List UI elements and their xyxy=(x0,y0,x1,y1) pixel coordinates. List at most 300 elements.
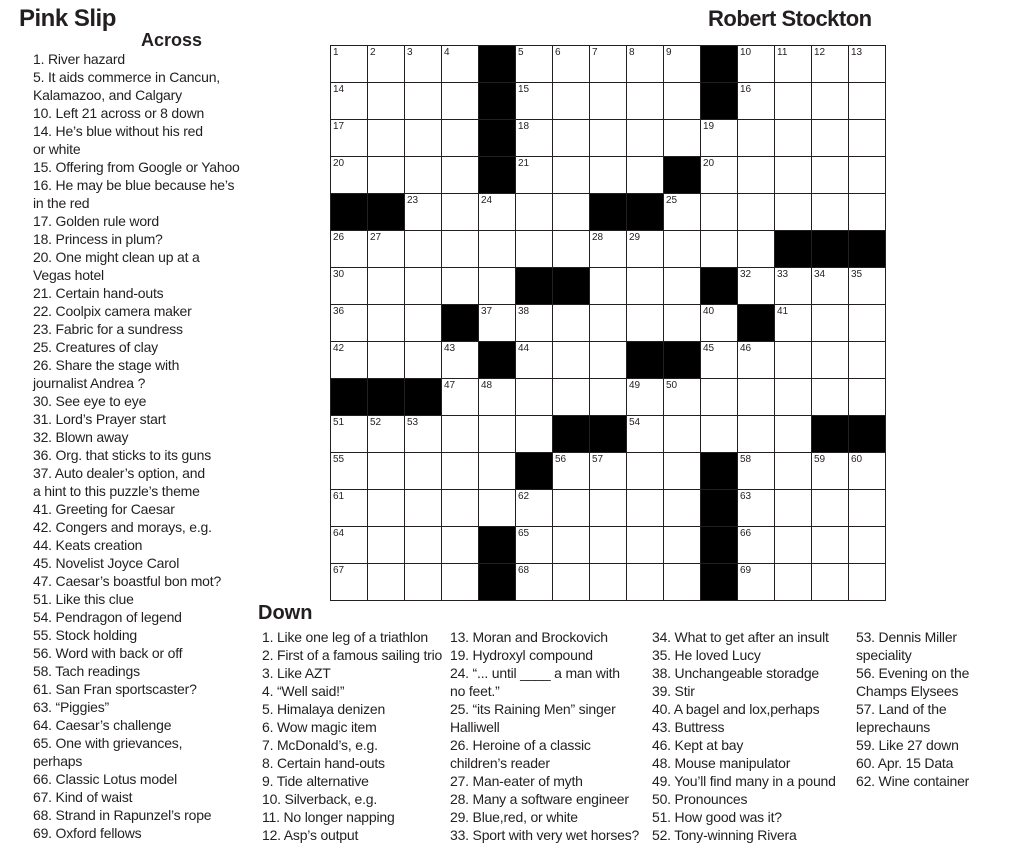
cell-number: 30 xyxy=(333,269,345,280)
cell-number: 23 xyxy=(407,195,419,206)
grid-cell[interactable] xyxy=(701,194,738,231)
black-cell xyxy=(701,83,738,120)
grid-cell[interactable] xyxy=(479,379,516,416)
grid-cell[interactable] xyxy=(479,231,516,268)
grid-cell[interactable] xyxy=(479,490,516,527)
black-cell xyxy=(849,231,886,268)
grid-cell[interactable] xyxy=(775,194,812,231)
clue-line: 52. Tony-winning Rivera xyxy=(652,827,797,843)
grid-cell[interactable] xyxy=(331,453,368,490)
across-heading: Across xyxy=(141,30,203,50)
grid-cell[interactable] xyxy=(442,83,479,120)
grid-cell[interactable] xyxy=(553,342,590,379)
grid-cell[interactable] xyxy=(479,194,516,231)
grid-cell[interactable] xyxy=(627,527,664,564)
grid-cell[interactable] xyxy=(738,157,775,194)
clue-line: 1. River hazard xyxy=(33,51,125,67)
clue-line: 60. Apr. 15 Data xyxy=(856,755,954,771)
grid-cell[interactable] xyxy=(331,120,368,157)
grid-cell[interactable] xyxy=(849,342,886,379)
grid-cell[interactable] xyxy=(331,231,368,268)
black-cell xyxy=(701,268,738,305)
grid-cell[interactable] xyxy=(590,342,627,379)
grid-cell[interactable] xyxy=(627,46,664,83)
black-cell xyxy=(627,194,664,231)
clue-line: 25. “its Raining Men” singer xyxy=(450,701,616,717)
cell-number: 29 xyxy=(629,232,641,243)
cell-number: 42 xyxy=(333,343,345,354)
grid-cell[interactable] xyxy=(664,120,701,157)
clue-line: no feet.” xyxy=(450,683,500,699)
clue-line: 69. Oxford fellows xyxy=(33,825,142,841)
grid-cell[interactable] xyxy=(405,416,442,453)
black-cell xyxy=(479,83,516,120)
grid-cell[interactable] xyxy=(553,527,590,564)
clue-line: 61. San Fran sportscaster? xyxy=(33,681,197,697)
grid-cell[interactable] xyxy=(405,564,442,601)
clue-line: 33. Sport with very wet horses? xyxy=(450,827,640,843)
cell-number: 8 xyxy=(629,47,635,58)
clue-line: 5. It aids commerce in Cancun, xyxy=(33,69,220,85)
grid-cell[interactable] xyxy=(775,342,812,379)
grid-cell[interactable] xyxy=(627,83,664,120)
cell-number: 57 xyxy=(592,454,604,465)
grid-cell[interactable] xyxy=(368,231,405,268)
grid-cell[interactable] xyxy=(812,453,849,490)
grid-cell[interactable] xyxy=(331,268,368,305)
grid-cell[interactable] xyxy=(331,342,368,379)
black-cell xyxy=(812,231,849,268)
cell-number: 26 xyxy=(333,232,345,243)
grid-cell[interactable] xyxy=(368,46,405,83)
grid-cell[interactable] xyxy=(368,342,405,379)
grid-cell[interactable] xyxy=(331,527,368,564)
grid-cell[interactable] xyxy=(775,416,812,453)
grid-cell[interactable] xyxy=(590,305,627,342)
black-cell xyxy=(516,453,553,490)
grid-cell[interactable] xyxy=(442,379,479,416)
grid-cell[interactable] xyxy=(553,83,590,120)
grid-cell[interactable] xyxy=(664,564,701,601)
clue-line: 53. Dennis Miller xyxy=(856,629,957,645)
grid-cell[interactable] xyxy=(627,416,664,453)
grid-cell[interactable] xyxy=(701,231,738,268)
grid-cell[interactable] xyxy=(849,379,886,416)
clue-line: 50. Pronounces xyxy=(652,791,748,807)
clue-line: 18. Princess in plum? xyxy=(33,231,163,247)
grid-cell[interactable] xyxy=(368,564,405,601)
grid-cell[interactable] xyxy=(553,194,590,231)
grid-cell[interactable] xyxy=(775,379,812,416)
grid-cell[interactable] xyxy=(442,490,479,527)
grid-cell[interactable] xyxy=(442,564,479,601)
grid-cell[interactable] xyxy=(553,120,590,157)
cell-number: 50 xyxy=(666,380,678,391)
grid-cell[interactable] xyxy=(516,305,553,342)
grid-cell[interactable] xyxy=(553,490,590,527)
grid-cell[interactable] xyxy=(442,342,479,379)
grid-cell[interactable] xyxy=(849,268,886,305)
grid-cell[interactable] xyxy=(405,83,442,120)
grid-cell[interactable] xyxy=(812,120,849,157)
cell-number: 54 xyxy=(629,417,641,428)
grid-cell[interactable] xyxy=(775,490,812,527)
black-cell xyxy=(590,194,627,231)
grid-cell[interactable] xyxy=(627,453,664,490)
down-clue-column-4 xyxy=(856,628,969,790)
grid-cell[interactable] xyxy=(590,120,627,157)
clue-line: 28. Many a software engineer xyxy=(450,791,629,807)
grid-cell[interactable] xyxy=(627,490,664,527)
cell-number: 25 xyxy=(666,195,678,206)
black-cell xyxy=(368,194,405,231)
clue-line: children’s reader xyxy=(450,755,550,771)
grid-cell[interactable] xyxy=(331,490,368,527)
grid-cell[interactable] xyxy=(590,157,627,194)
grid-cell[interactable] xyxy=(738,527,775,564)
grid-cell[interactable] xyxy=(627,564,664,601)
grid-cell[interactable] xyxy=(331,46,368,83)
grid-cell[interactable] xyxy=(738,453,775,490)
grid-cell[interactable] xyxy=(738,83,775,120)
clue-line: 16. He may be blue because he’s xyxy=(33,177,235,193)
cell-number: 53 xyxy=(407,417,419,428)
cell-number: 4 xyxy=(444,47,450,58)
grid-cell[interactable] xyxy=(812,379,849,416)
grid-cell[interactable] xyxy=(442,527,479,564)
grid-cell[interactable] xyxy=(664,46,701,83)
grid-cell[interactable] xyxy=(849,564,886,601)
grid-cell[interactable] xyxy=(405,120,442,157)
grid-cell[interactable] xyxy=(590,527,627,564)
grid-cell[interactable] xyxy=(368,453,405,490)
grid-cell[interactable] xyxy=(368,527,405,564)
grid-cell[interactable] xyxy=(775,564,812,601)
grid-cell[interactable] xyxy=(775,46,812,83)
grid-cell[interactable] xyxy=(775,453,812,490)
grid-cell[interactable] xyxy=(849,194,886,231)
grid-cell[interactable] xyxy=(775,268,812,305)
cell-number: 59 xyxy=(814,454,826,465)
grid-cell[interactable] xyxy=(331,305,368,342)
grid-cell[interactable] xyxy=(664,268,701,305)
grid-cell[interactable] xyxy=(849,157,886,194)
clue-line: 13. Moran and Brockovich xyxy=(450,629,608,645)
cell-number: 44 xyxy=(518,343,530,354)
grid-cell[interactable] xyxy=(664,231,701,268)
grid-cell[interactable] xyxy=(331,157,368,194)
clue-line: 57. Land of the xyxy=(856,701,947,717)
cell-number: 55 xyxy=(333,454,345,465)
clue-line: 7. McDonald’s, e.g. xyxy=(262,737,378,753)
grid-cell[interactable] xyxy=(812,342,849,379)
clue-line: leprechauns xyxy=(856,719,931,735)
grid-cell[interactable] xyxy=(627,120,664,157)
grid-cell[interactable] xyxy=(516,490,553,527)
grid-cell[interactable] xyxy=(812,527,849,564)
grid-cell[interactable] xyxy=(701,342,738,379)
black-cell xyxy=(479,120,516,157)
grid-cell[interactable] xyxy=(812,564,849,601)
clue-line: 9. Tide alternative xyxy=(262,773,369,789)
grid-cell[interactable] xyxy=(368,305,405,342)
grid-cell[interactable] xyxy=(738,379,775,416)
grid-cell[interactable] xyxy=(516,120,553,157)
across-clue-list xyxy=(33,50,240,842)
grid-cell[interactable] xyxy=(812,83,849,120)
clue-line: 56. Word with back or off xyxy=(33,645,183,661)
black-cell xyxy=(331,194,368,231)
grid-cell[interactable] xyxy=(664,83,701,120)
grid-cell[interactable] xyxy=(701,157,738,194)
clue-line: 58. Tach readings xyxy=(33,663,140,679)
grid-cell[interactable] xyxy=(405,453,442,490)
grid-cell[interactable] xyxy=(849,305,886,342)
grid-cell[interactable] xyxy=(479,268,516,305)
clue-line: 12. Asp’s output xyxy=(262,827,359,843)
grid-cell[interactable] xyxy=(405,46,442,83)
clue-line: 46. Kept at bay xyxy=(652,737,744,753)
grid-cell[interactable] xyxy=(553,157,590,194)
grid-cell[interactable] xyxy=(368,157,405,194)
grid-cell[interactable] xyxy=(442,120,479,157)
black-cell xyxy=(701,527,738,564)
grid-cell[interactable] xyxy=(368,490,405,527)
cell-number: 16 xyxy=(740,84,752,95)
grid-cell[interactable] xyxy=(590,231,627,268)
clue-line: 39. Stir xyxy=(652,683,695,699)
clue-line: 10. Silverback, e.g. xyxy=(262,791,378,807)
cell-number: 19 xyxy=(703,121,715,132)
cell-number: 51 xyxy=(333,417,345,428)
grid-cell[interactable] xyxy=(553,305,590,342)
cell-number: 41 xyxy=(777,306,789,317)
grid-cell[interactable] xyxy=(812,46,849,83)
clue-line: 24. “... until ____ a man with xyxy=(450,665,620,681)
grid-cell[interactable] xyxy=(701,305,738,342)
cell-number: 36 xyxy=(333,306,345,317)
grid-cell[interactable] xyxy=(738,416,775,453)
clue-line: 26. Share the stage with xyxy=(33,357,180,373)
clue-line: 54. Pendragon of legend xyxy=(33,609,182,625)
cell-number: 20 xyxy=(703,158,715,169)
clue-line: 6. Wow magic item xyxy=(262,719,377,735)
grid-cell[interactable] xyxy=(775,305,812,342)
grid-cell[interactable] xyxy=(516,342,553,379)
down-clue-column-2 xyxy=(450,628,639,844)
black-cell xyxy=(553,268,590,305)
grid-cell[interactable] xyxy=(442,46,479,83)
grid-cell[interactable] xyxy=(590,453,627,490)
grid-cell[interactable] xyxy=(701,120,738,157)
grid-cell[interactable] xyxy=(664,453,701,490)
grid-cell[interactable] xyxy=(516,194,553,231)
grid-cell[interactable] xyxy=(849,83,886,120)
grid-cell[interactable] xyxy=(553,46,590,83)
grid-cell[interactable] xyxy=(590,564,627,601)
clue-line: journalist Andrea ? xyxy=(33,375,146,391)
clue-line: 4. “Well said!” xyxy=(262,683,345,699)
black-cell xyxy=(516,268,553,305)
grid-cell[interactable] xyxy=(812,194,849,231)
grid-cell[interactable] xyxy=(738,490,775,527)
grid-cell[interactable] xyxy=(664,194,701,231)
grid-cell[interactable] xyxy=(775,120,812,157)
grid-cell[interactable] xyxy=(738,564,775,601)
cell-number: 64 xyxy=(333,528,345,539)
grid-cell[interactable] xyxy=(738,342,775,379)
grid-cell[interactable] xyxy=(479,453,516,490)
grid-cell[interactable] xyxy=(516,564,553,601)
grid-cell[interactable] xyxy=(442,231,479,268)
grid-cell[interactable] xyxy=(405,268,442,305)
grid-cell[interactable] xyxy=(627,231,664,268)
cell-number: 45 xyxy=(703,343,715,354)
black-cell xyxy=(479,342,516,379)
grid-cell[interactable] xyxy=(516,416,553,453)
grid-cell[interactable] xyxy=(331,83,368,120)
grid-cell[interactable] xyxy=(442,453,479,490)
clue-line: 34. What to get after an insult xyxy=(652,629,829,645)
grid-cell[interactable] xyxy=(738,120,775,157)
grid-cell[interactable] xyxy=(442,194,479,231)
cell-number: 20 xyxy=(333,158,345,169)
grid-cell[interactable] xyxy=(627,305,664,342)
cell-number: 21 xyxy=(518,158,530,169)
grid-cell[interactable] xyxy=(442,268,479,305)
grid-cell[interactable] xyxy=(368,416,405,453)
cell-number: 46 xyxy=(740,343,752,354)
grid-cell[interactable] xyxy=(812,490,849,527)
clue-line: 5. Himalaya denizen xyxy=(262,701,386,717)
grid-cell[interactable] xyxy=(442,157,479,194)
grid-cell[interactable] xyxy=(738,46,775,83)
grid-cell[interactable] xyxy=(405,342,442,379)
clue-line: 62. Wine container xyxy=(856,773,970,789)
clue-line: 41. Greeting for Caesar xyxy=(33,501,175,517)
grid-cell[interactable] xyxy=(516,46,553,83)
grid-cell[interactable] xyxy=(849,453,886,490)
grid-cell[interactable] xyxy=(738,268,775,305)
grid-cell[interactable] xyxy=(516,379,553,416)
grid-cell[interactable] xyxy=(627,268,664,305)
grid-cell[interactable] xyxy=(701,416,738,453)
grid-cell[interactable] xyxy=(516,231,553,268)
grid-cell[interactable] xyxy=(442,416,479,453)
grid-cell[interactable] xyxy=(812,268,849,305)
grid-cell[interactable] xyxy=(553,379,590,416)
grid-cell[interactable] xyxy=(479,416,516,453)
cell-number: 32 xyxy=(740,269,752,280)
grid-cell[interactable] xyxy=(812,157,849,194)
clue-line: perhaps xyxy=(33,753,83,769)
grid-cell[interactable] xyxy=(849,120,886,157)
grid-cell[interactable] xyxy=(405,490,442,527)
black-cell xyxy=(405,379,442,416)
clue-line: 19. Hydroxyl compound xyxy=(450,647,593,663)
grid-cell[interactable] xyxy=(812,305,849,342)
grid-cell[interactable] xyxy=(664,379,701,416)
cell-number: 69 xyxy=(740,565,752,576)
grid-cell[interactable] xyxy=(775,83,812,120)
clue-line: a hint to this puzzle’s theme xyxy=(33,483,200,499)
grid-cell[interactable] xyxy=(664,305,701,342)
clue-line: 42. Congers and morays, e.g. xyxy=(33,519,212,535)
clue-line: 63. “Piggies” xyxy=(33,699,109,715)
black-cell xyxy=(479,157,516,194)
grid-cell[interactable] xyxy=(849,490,886,527)
grid-cell[interactable] xyxy=(738,194,775,231)
grid-cell[interactable] xyxy=(405,231,442,268)
cell-number: 60 xyxy=(851,454,863,465)
grid-cell[interactable] xyxy=(516,527,553,564)
grid-cell[interactable] xyxy=(553,231,590,268)
grid-cell[interactable] xyxy=(627,379,664,416)
clue-line: 47. Caesar’s boastful bon mot? xyxy=(33,573,222,589)
cell-number: 40 xyxy=(703,306,715,317)
cell-number: 18 xyxy=(518,121,530,132)
clue-line: in the red xyxy=(33,195,90,211)
grid-cell[interactable] xyxy=(590,268,627,305)
grid-cell[interactable] xyxy=(368,268,405,305)
grid-cell[interactable] xyxy=(664,490,701,527)
grid-cell[interactable] xyxy=(368,120,405,157)
black-cell xyxy=(627,342,664,379)
grid-cell[interactable] xyxy=(368,83,405,120)
grid-cell[interactable] xyxy=(331,564,368,601)
grid-cell[interactable] xyxy=(405,527,442,564)
black-cell xyxy=(664,342,701,379)
cell-number: 17 xyxy=(333,121,345,132)
clue-line: 43. Buttress xyxy=(652,719,725,735)
grid-cell[interactable] xyxy=(405,194,442,231)
grid-cell[interactable] xyxy=(553,564,590,601)
grid-cell[interactable] xyxy=(405,157,442,194)
grid-cell[interactable] xyxy=(775,527,812,564)
clue-line: Champs Elysees xyxy=(856,683,959,699)
clue-line: 48. Mouse manipulator xyxy=(652,755,791,771)
grid-cell[interactable] xyxy=(590,379,627,416)
clue-line: 1. Like one leg of a triathlon xyxy=(262,629,429,645)
grid-cell[interactable] xyxy=(590,490,627,527)
grid-cell[interactable] xyxy=(479,305,516,342)
grid-cell[interactable] xyxy=(849,46,886,83)
clue-line: 65. One with grievances, xyxy=(33,735,183,751)
grid-cell[interactable] xyxy=(331,416,368,453)
grid-cell[interactable] xyxy=(664,527,701,564)
black-cell xyxy=(775,231,812,268)
cell-number: 38 xyxy=(518,306,530,317)
clue-line: 59. Like 27 down xyxy=(856,737,959,753)
grid-cell[interactable] xyxy=(627,157,664,194)
grid-cell[interactable] xyxy=(516,157,553,194)
grid-cell[interactable] xyxy=(516,83,553,120)
clue-line: 56. Evening on the xyxy=(856,665,970,681)
grid-cell[interactable] xyxy=(590,83,627,120)
grid-cell[interactable] xyxy=(738,231,775,268)
cell-number: 7 xyxy=(592,47,598,58)
clue-line: 64. Caesar’s challenge xyxy=(33,717,172,733)
grid-cell[interactable] xyxy=(553,453,590,490)
grid-cell[interactable] xyxy=(664,416,701,453)
grid-cell[interactable] xyxy=(775,157,812,194)
grid-cell[interactable] xyxy=(590,46,627,83)
cell-number: 47 xyxy=(444,380,456,391)
clue-line: Vegas hotel xyxy=(33,267,104,283)
grid-cell[interactable] xyxy=(849,527,886,564)
grid-cell[interactable] xyxy=(701,379,738,416)
grid-cell[interactable] xyxy=(405,305,442,342)
